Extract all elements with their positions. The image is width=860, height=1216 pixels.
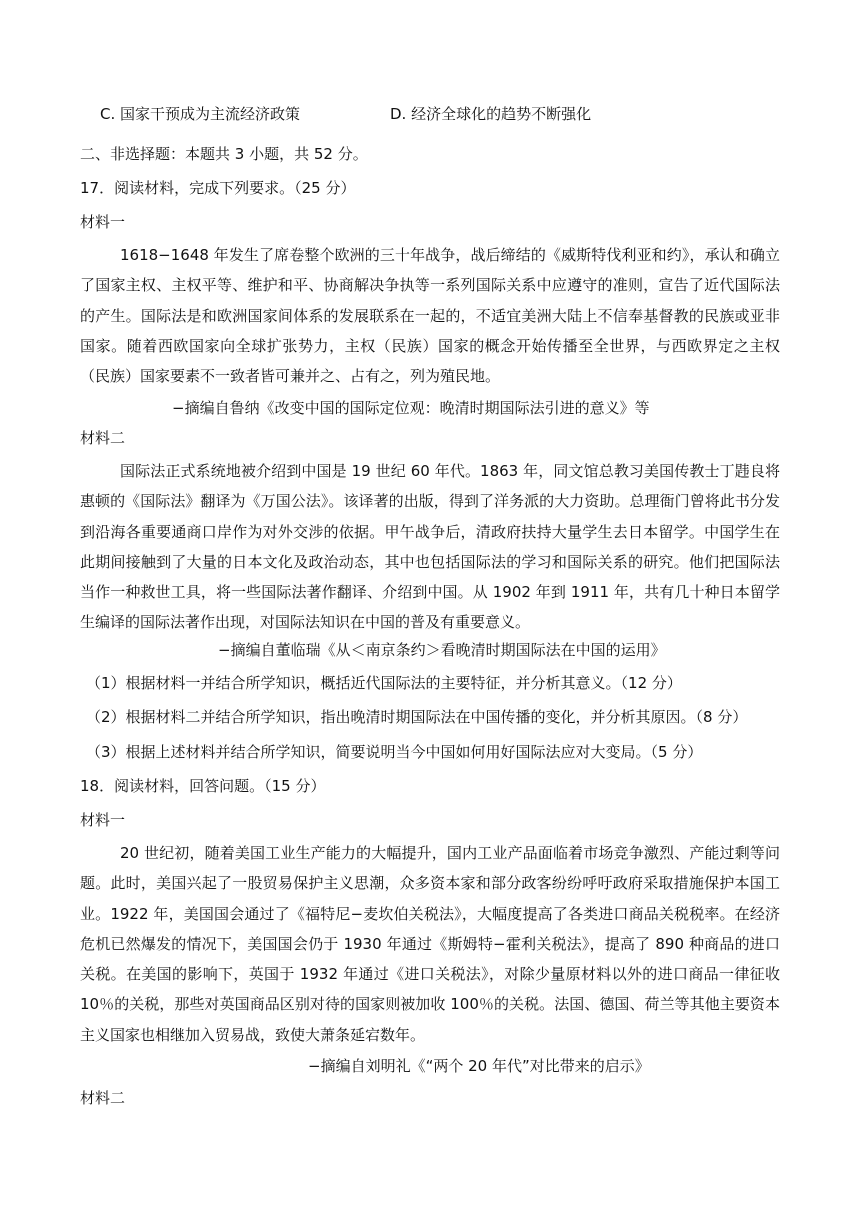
q17-stem: 17．阅读材料，完成下列要求。（25 分） xyxy=(80,179,356,197)
q17-material2-text: 国际法正式系统地被介绍到中国是 19 世纪 60 年代。1863 年，同文馆总教习美国传教士丁韪良将惠顿的《国际法》翻译为《万国公法》。该译著的出版，得到了洋务派的大力资助。总理衙门曾将此书分发到沿海各重要通商口岸作为对外交涉的依据。甲午战争后，清政府扶持大量学生去日本留学。中国学生在此期间接触到了大量的日本文化及政治动态，其中也包括国际法的学习和国际关系的研究。他们把国际法当作一种救世工具，将一些国际法著作翻译、介绍到中国。从 1902 年到 1911 年，共有几十种日本留学生编译的国际法著作出现，对国际法知识在中国的普及有重要意义。 xyxy=(80,462,780,632)
q17-material2-source: −摘编自董临瑞《从＜南京条约＞看晚清时期国际法在中国的运用》 xyxy=(218,641,666,659)
q17-material1-text: 1618−1648 年发生了席卷整个欧洲的三十年战争，战后缔结的《威斯特伐利亚和约》，承认和确立了国家主权、主权平等、维护和平、协商解决争执等一系列国际关系中应遵守的准则，宣告了近代国际法的产生。国际法是和欧洲国家间体系的发展联系在一起的，不适宜美洲大陆上不信奉基督教的民族或亚非国家。随着西欧国家向全球扩张势力，主权（民族）国家的概念开始传播至全世界，与西欧界定之主权（民族）国家要素不一致者皆可兼并之、占有之，列为殖民地。 xyxy=(80,246,780,386)
q17-material2-label: 材料二 xyxy=(80,429,126,447)
q18-material2-label: 材料二 xyxy=(80,1089,126,1107)
section-heading: 二、非选择题：本题共 3 小题，共 52 分。 xyxy=(80,145,368,163)
q17-subquestion-2: （2）根据材料二并结合所学知识，指出晚清时期国际法在中国传播的变化，并分析其原因。（8 分） xyxy=(86,708,748,726)
q18-material1-source: −摘编自刘明礼《“两个 20 年代”对比带来的启示》 xyxy=(308,1057,650,1075)
q17-subquestion-1: （1）根据材料一并结合所学知识，概括近代国际法的主要特征，并分析其意义。（12 分） xyxy=(86,674,682,692)
q18-material1-text: 20 世纪初，随着美国工业生产能力的大幅提升，国内工业产品面临着市场竞争激烈、产能过剩等问题。此时，美国兴起了一股贸易保护主义思潮，众多资本家和部分政客纷纷呼吁政府采取措施保护本国工业。1922 年，美国国会通过了《福特尼−麦坎伯关税法》，大幅度提高了各类进口商品关税税率。在经济危机已然爆发的情况下，美国国会仍于 1930 年通过《斯姆特−霍利关税法》，提高了 890 种商品的进口关税。在美国的影响下，英国于 1932 年通过《进口关税法》，对除少量原材料以外的进口商品一律征收 10％的关税，那些对英国商品区别对待的国家则被加收 100％的关税。法国、德国、荷兰等其他主要资本主义国家也相继加入贸易战，致使大萧条延宕数年。 xyxy=(80,844,780,1044)
option-d: D. 经济全球化的趋势不断强化 xyxy=(390,105,592,123)
q17-subquestion-3: （3）根据上述材料并结合所学知识，简要说明当今中国如何用好国际法应对大变局。（5 分） xyxy=(86,743,703,761)
q18-stem: 18．阅读材料，回答问题。（15 分） xyxy=(80,777,326,795)
q17-material1-source: −摘编自鲁纳《改变中国的国际定位观：晚清时期国际法引进的意义》等 xyxy=(172,399,650,417)
option-c: C. 国家干预成为主流经济政策 xyxy=(100,105,301,123)
q17-material1-label: 材料一 xyxy=(80,213,126,231)
q18-material1-label: 材料一 xyxy=(80,811,126,829)
